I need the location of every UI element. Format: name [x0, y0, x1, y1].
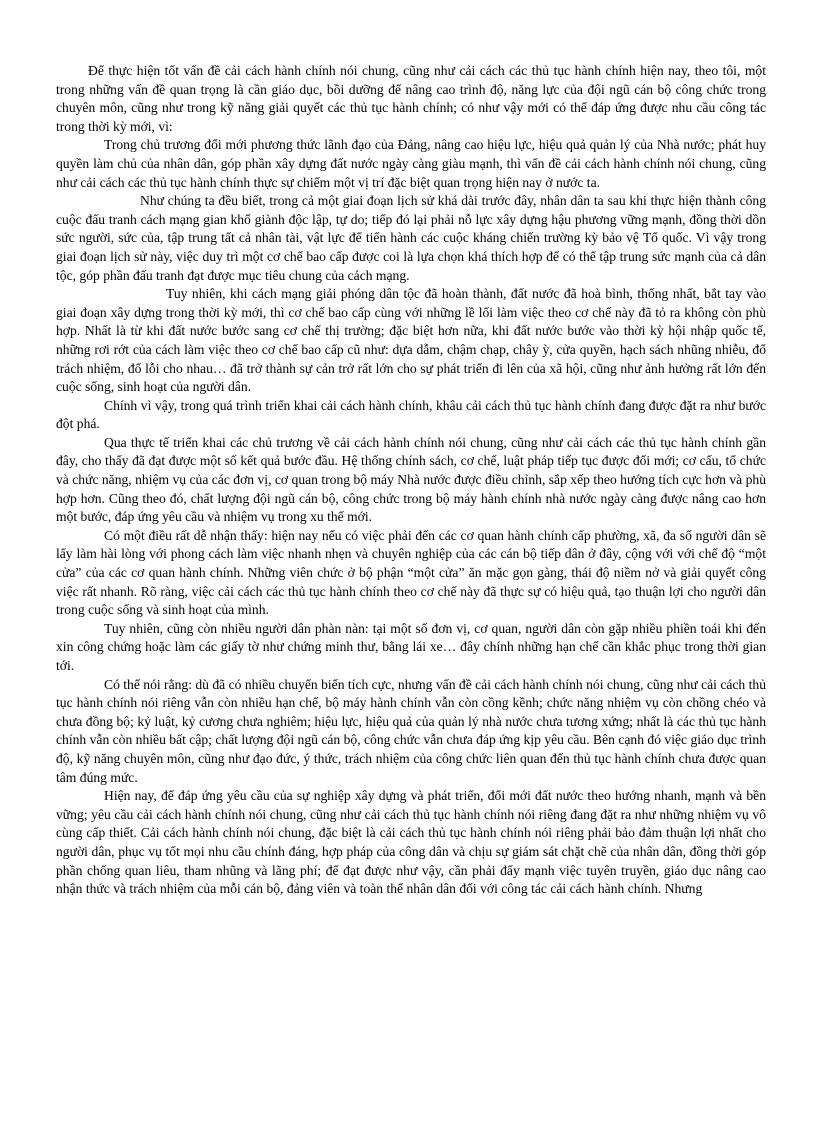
- paragraph-9: Có thể nói rằng: dù đã có nhiều chuyển biến tích cực, nhưng vấn đề cải cách hành chính nói chung, cũng như cải cách thủ tục hành chính nói riêng vẫn còn nhiều hạn chế, bộ máy hành chính vẫn còn cồng kềnh; chức năng nhiệm vụ còn chồng chéo và chưa đồng bộ; kỷ luật, kỷ cương chưa nghiêm; hiệu lực, hiệu quả của quản lý nhà nước chưa tương xứng; nhất là các thủ tục hành chính vẫn còn nhiều bất cập; chất lượng đội ngũ cán bộ, công chức vẫn chưa đáp ứng kịp yêu cầu. Bên cạnh đó việc giáo dục trình độ, kỹ năng chuyên môn, cũng như đạo đức, ý thức, trách nhiệm của công chức liên quan đến thủ tục hành chính chưa được quan tâm đúng mức.: [56, 676, 766, 785]
- paragraph-5: Chính vì vậy, trong quá trình triển khai cải cách hành chính, khâu cải cách thủ tục hành chính đang được đặt ra như bước đột phá.: [56, 397, 766, 432]
- paragraph-8: Tuy nhiên, cũng còn nhiều người dân phàn nàn: tại một số đơn vị, cơ quan, người dân còn gặp nhiều phiền toái khi đến xin công chứng hoặc làm các giấy tờ như chứng minh thư, bằng lái xe… đây chính những hạn chế cần khắc phục trong thời gian tới.: [56, 620, 766, 673]
- paragraph-7: Có một điều rất dễ nhận thấy: hiện nay nếu có việc phải đến các cơ quan hành chính cấp phường, xã, đa số người dân sẽ lấy làm hài lòng với phong cách làm việc nhanh nhẹn và chuyên nghiệp của các cán bộ tiếp dân ở đây, cộng với với chế độ “một cửa” của các cơ quan hành chính. Những viên chức ở bộ phận “một cửa” ăn mặc gọn gàng, thái độ niềm nở và giải quyết công việc rất nhanh. Rõ ràng, việc cải cách các thủ tục hành chính theo cơ chế này đã thực sự có hiệu quả, tạo thuận lợi cho người dân trong cuộc sống và sinh hoạt của mình.: [56, 527, 766, 618]
- paragraph-6: Qua thực tế triển khai các chủ trương về cải cách hành chính nói chung, cũng như cải cách các thủ tục hành chính gần đây, cho thấy đã đạt được một số kết quả bước đầu. Hệ thống chính sách, cơ chế, luật pháp tiếp tục được đổi mới; cơ cấu, tổ chức và chức năng, nhiệm vụ của các đơn vị, cơ quan trong bộ máy Nhà nước được điều chỉnh, sắp xếp theo hướng tích cực hơn và phù hợp hơn. Cũng theo đó, chất lượng đội ngũ cán bộ, công chức trong bộ máy hành chính nhà nước ngày càng được nâng cao hơn một bước, đáp ứng yêu cầu và nhiệm vụ trong xu thế mới.: [56, 434, 766, 525]
- paragraph-10: Hiện nay, để đáp ứng yêu cầu của sự nghiệp xây dựng và phát triển, đổi mới đất nước theo hướng nhanh, mạnh và bền vững; yêu cầu cải cách hành chính nói chung, cũng như cải cách thủ tục hành chính nói riêng đang đặt ra như những nhiệm vụ vô cùng cấp thiết. Cải cách hành chính nói chung, đặc biệt là cải cách thủ tục hành chính nói riêng phải bảo đảm thuận lợi nhất cho người dân, phục vụ tốt mọi nhu cầu chính đáng, hợp pháp của công dân và chịu sự giám sát chặt chẽ của nhân dân, đồng thời góp phần chống quan liêu, tham nhũng và lãng phí; để đạt được như vậy, cần phải đẩy mạnh việc tuyên truyền, giáo dục nâng cao nhận thức và trách nhiệm của mỗi cán bộ, đảng viên và toàn thể nhân dân đối với công tác cải cách hành chính. Nhưng: [56, 788, 766, 897]
- paragraph-1: Để thực hiện tốt vấn đề cải cách hành chính nói chung, cũng như cải cách các thủ tục hành chính hiện nay, theo tôi, một trong những vấn đề quan trọng là cần giáo dục, bồi dưỡng để nâng cao trình độ, năng lực của đội ngũ cán bộ công chức trong chuyên môn, cũng như trong kỹ năng giải quyết các thủ tục hành chính; có như vậy mới có thể đáp ứng được nhu cầu công tác trong thời kỳ mới, vì:: [56, 63, 766, 134]
- paragraph-3: Như chúng ta đều biết, trong cả một giai đoạn lịch sử khá dài trước đây, nhân dân ta sau khi thực hiện thành công cuộc đấu tranh cách mạng gian khổ giành độc lập, tự do; tiếp đó lại phải nỗ lực xây dựng hậu phương vững mạnh, đồng thời dồn sức người, sức của, tập trung tất cả nhân tài, vật lực để tiến hành các cuộc kháng chiến trường kỳ bảo vệ Tổ quốc. Vì vậy trong giai đoạn lịch sử này, việc duy trì một cơ chế bao cấp được coi là lựa chọn khá thích hợp để có thể tập trung sức mạnh của cả dân tộc, góp phần đấu tranh đạt được mục tiêu chung của cách mạng.: [56, 193, 766, 283]
- paragraph-4: Tuy nhiên, khi cách mạng giải phóng dân tộc đã hoàn thành, đất nước đã hoà bình, thống nhất, bắt tay vào giai đoạn xây dựng trong thời kỳ mới, thì cơ chế bao cấp cùng với những lề lối làm việc theo cơ chế này đã tỏ ra không còn phù hợp. Nhất là từ khi đất nước bước sang cơ chế thị trường; đặc biệt hơn nữa, khi đất nước bước vào thời kỳ hội nhập quốc tế, những rơi rớt của cách làm việc theo cơ chế bao cấp cũ như: dựa dẫm, chậm chạp, chây ỳ, cửa quyền, hạch sách nhũng nhiễu, đổ trách nhiệm, đổ lỗi cho nhau… đã trở thành sự cản trở rất lớn cho sự phát triển đi lên của xã hội, cũng như ảnh hưởng rất lớn đến cuộc sống, sinh hoạt của người dân.: [56, 286, 766, 395]
- paragraph-2: Trong chủ trương đổi mới phương thức lãnh đạo của Đảng, nâng cao hiệu lực, hiệu quả quản lý của Nhà nước; phát huy quyền làm chủ của nhân dân, góp phần xây dựng đất nước ngày càng giàu mạnh, thì vấn đề cải cách hành chính nói chung, cũng như cải cách các thủ tục hành chính thực sự chiếm một vị trí đặc biệt quan trọng hiện nay ở nước ta.: [56, 137, 766, 190]
